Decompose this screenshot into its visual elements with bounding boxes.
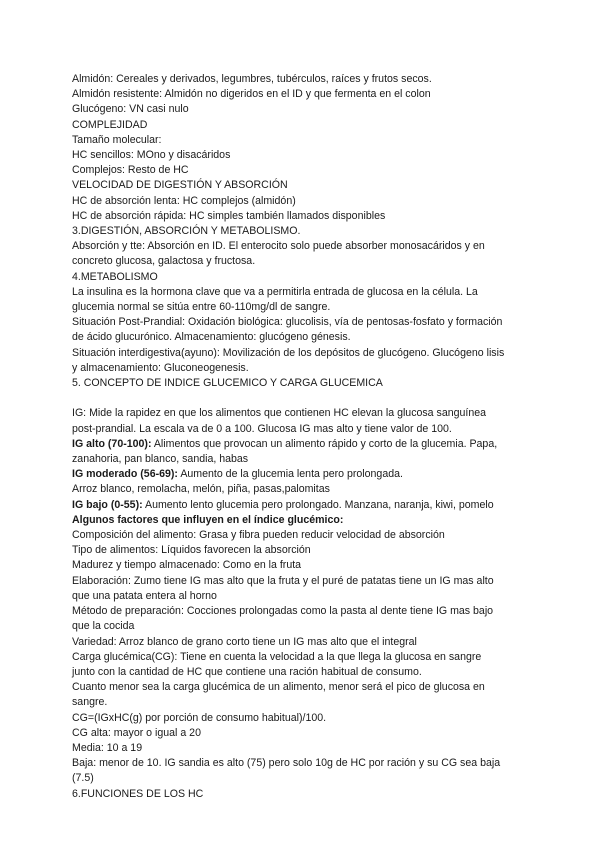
text-line: Absorción y tte: Absorción en ID. El enterocito solo puede absorber monosacáridos y en (72, 240, 485, 253)
section-heading: VELOCIDAD DE DIGESTIÓN Y ABSORCIÓN (72, 179, 288, 192)
section-heading: 3.DIGESTIÓN, ABSORCIÓN Y METABOLISMO. (72, 225, 301, 238)
text-line: junto con la cantidad de HC que contiene una ración habitual de consumo. (72, 665, 422, 678)
section-heading: COMPLEJIDAD (72, 118, 148, 131)
text-line: Método de preparación: Cocciones prolongadas como la pasta al dente tiene IG mas bajo (72, 605, 494, 618)
text-line: HC sencillos: MOno y disacáridos (72, 149, 231, 162)
ig-alto-text: Alimentos que provocan un alimento rápido y corto de la glucemia. Papa, (151, 437, 498, 450)
text-line: Composición del alimento: Grasa y fibra pueden reducir velocidad de absorción (72, 529, 445, 542)
ig-alto-line (72, 437, 532, 452)
ig-bajo-label: IG bajo (0-55): (72, 498, 143, 511)
document-body (72, 72, 532, 802)
text-line: Variedad: Arroz blanco de grano corto tiene un IG mas alto que el integral (72, 635, 417, 648)
text-line: Almidón: Cereales y derivados, legumbres, tubérculos, raíces y frutos secos. (72, 73, 432, 85)
section-heading: 6.FUNCIONES DE LOS HC (72, 787, 204, 800)
ig-moderado-text: Aumento de la glucemia lenta pero prolongada. (177, 468, 403, 481)
text-line: CG alta: mayor o igual a 20 (72, 726, 201, 739)
text-line: sangre. (72, 696, 108, 709)
text-line: HC de absorción rápida: HC simples también llamados disponibles (72, 209, 386, 222)
text-line: que la cocida (72, 620, 135, 633)
text-line: Complejos: Resto de HC (72, 164, 189, 177)
text-line: La insulina es la hormona clave que va a permitirla entrada de glucosa en la célula. La (72, 285, 478, 298)
section-heading: 5. CONCEPTO DE INDICE GLUCEMICO Y CARGA GLUCEMICA (72, 377, 383, 390)
ig-bajo-text: Aumento lento glucemia pero prolongado. Manzana, naranja, kiwi, pomelo (142, 498, 494, 511)
text-line: Tipo de alimentos: Líquidos favorecen la absorción (72, 544, 311, 557)
ig-moderado-label: IG moderado (56-69): (72, 468, 178, 481)
text-line: concreto glucosa, galactosa y fructosa. (72, 255, 256, 268)
text-line: (7.5) (72, 772, 94, 785)
text-line: Elaboración: Zumo tiene IG mas alto que la fruta y el puré de patatas tiene un IG mas alto (72, 574, 494, 587)
text-line: Tamaño molecular: (72, 133, 162, 146)
text-line: Arroz blanco, remolacha, melón, piña, pasas,palomitas (72, 483, 330, 496)
section-heading: 4.METABOLISMO (72, 270, 158, 283)
ig-moderado-line (72, 467, 532, 482)
text-line: CG=(IGxHC(g) por porción de consumo habitual)/100. (72, 711, 327, 724)
text-line: Carga glucémica(CG): Tiene en cuenta la velocidad a la que llega la glucosa en sangre (72, 650, 482, 663)
factores-heading: Algunos factores que influyen en el índice glucémico: (72, 513, 344, 526)
text-line: zanahoria, pan blanco, sandia, habas (72, 453, 249, 466)
text-line: glucemia normal se sitúa entre 60-110mg/dl de sangre. (72, 301, 331, 314)
text-line: Media: 10 a 19 (72, 741, 143, 754)
text-line: Almidón resistente: Almidón no digeridos en el ID y que fermenta en el colon (72, 88, 431, 101)
text-line: Situación Post-Prandial: Oxidación biológica: glucolisis, vía de pentosas-fosfato y formación (72, 316, 503, 329)
blank-line (72, 391, 532, 406)
text-line: Situación interdigestiva(ayuno): Movilización de los depósitos de glucógeno. Glucógeno lisis (72, 346, 505, 359)
text-line: HC de absorción lenta: HC complejos (almidón) (72, 194, 296, 207)
text-line: y almacenamiento: Gluconeogenesis. (72, 361, 249, 374)
text-line: Baja: menor de 10. IG sandia es alto (75) pero solo 10g de HC por ración y su CG sea baja (72, 757, 501, 770)
text-line: que una patata entera al horno (72, 589, 217, 602)
text-line: de ácido glucurónico. Almacenamiento: glucógeno génesis. (72, 331, 351, 344)
ig-bajo-line (72, 498, 532, 513)
text-line: Glucógeno: VN casi nulo (72, 103, 189, 116)
ig-alto-label: IG alto (70-100): (72, 437, 152, 450)
text-line: IG: Mide la rapidez en que los alimentos que contienen HC elevan la glucosa sanguínea (72, 407, 487, 420)
text-line: post-prandial. La escala va de 0 a 100. Glucosa IG mas alto y tiene valor de 100. (72, 422, 452, 435)
text-line: Madurez y tiempo almacenado: Como en la fruta (72, 559, 302, 572)
text-line: Cuanto menor sea la carga glucémica de un alimento, menor será el pico de glucosa en (72, 681, 485, 694)
